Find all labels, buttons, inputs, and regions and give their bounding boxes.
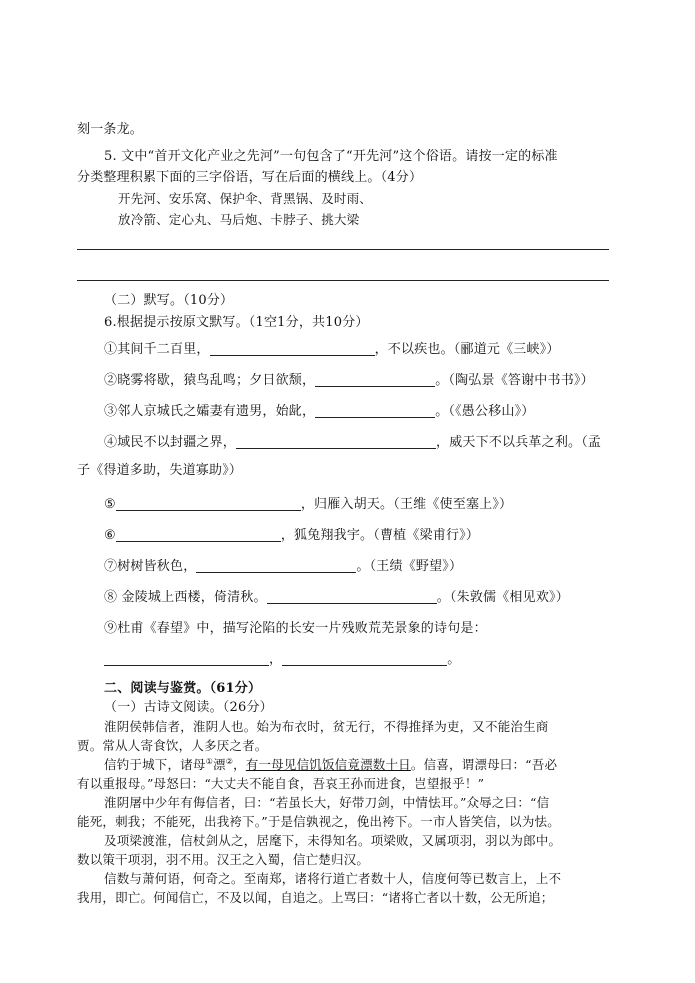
passage-line: 贾。常从人寄食饮，人多厌之者。 [77, 738, 268, 753]
answer-line[interactable] [77, 249, 609, 250]
blank[interactable] [104, 651, 269, 666]
dictation-item-1: ①其间千二百里， ，不以疾也。（郦道元《三峡》） [104, 342, 560, 357]
answer-line[interactable] [77, 280, 609, 281]
dictation-item-3: ③邻人京城氏之孀妻有遗男，始龀， 。（《愚公移山》） [104, 404, 535, 419]
passage-line: 数以策干项羽，羽不用。汉王之入蜀，信亡楚归汉。 [77, 852, 370, 867]
idiom-list-line: 开先河、安乐窝、保护伞、背黑锅、及时雨、 [118, 191, 373, 206]
text-line: 刻一条龙。 [77, 122, 144, 137]
dictation-item-4: ④域民不以封疆之界， ，威天下不以兵革之利。（孟 [104, 435, 602, 450]
subsection-heading: （一）古诗文阅读。（26分） [104, 700, 273, 715]
blank[interactable] [267, 589, 437, 604]
blank[interactable] [315, 403, 435, 418]
text-line: 分类整理积累下面的三字俗语，写在后面的横线上。（4分） [77, 170, 423, 185]
dictation-item-5: ⑤ ，归雁入胡天。（王维《使至塞上》） [104, 497, 513, 512]
passage-line: 及项梁渡淮，信杖剑从之，居麾下，未得知名。项梁败，又属项羽，羽以为郎中。 [104, 833, 562, 848]
passage-line: 信数与萧何语，何奇之。至南郑，诸将行道亡者数十人，信度何等已数言上，上不 [104, 871, 562, 886]
blank[interactable] [236, 434, 436, 449]
passage-line: 淮阴侯韩信者，淮阴人也。始为布衣时，贫无行，不得推择为吏，又不能治生商 [104, 719, 549, 734]
question-6: 6.根据提示按原文默写。（1空1分，共10分） [104, 315, 369, 330]
dictation-item-6: ⑥ ，狐兔翔我宇。（曹植《梁甫行》） [104, 528, 480, 543]
passage-line: 有以重报母。”母怒曰：“大丈夫不能自食，吾哀王孙而进食，岂望报乎！” [77, 776, 485, 791]
dictation-item-2: ②晓雾将歇，猿鸟乱鸣；夕日欲颓， 。（陶弘景《答谢中书书》） [104, 373, 594, 388]
footnote-marker: ① [205, 756, 213, 766]
dictation-item-9: ⑨杜甫《春望》中，描写沦陷的长安一片残败荒芜景象的诗句是： [104, 621, 487, 636]
dictation-item-8: ⑧ 金陵城上西楼，倚清秋。 。（朱敦儒《相见欢》） [104, 590, 569, 605]
blank[interactable] [196, 558, 356, 573]
section-heading-dictation: （二）默写。（10分） [104, 293, 234, 308]
section-heading-reading: 二、阅读与鉴赏。（61分） [104, 681, 262, 696]
dictation-item-7: ⑦树树皆秋色， 。（王绩《野望》） [104, 559, 463, 574]
passage-line: 信钓于城下，诸母①漂②，有一母见信饥饭信竟漂数十日。信喜，谓漂母曰：“吾必 [104, 756, 558, 772]
blank[interactable] [116, 496, 301, 511]
dictation-item-4-cont: 子《得道多助，失道寡助》） [77, 463, 243, 478]
underlined-sentence: 有一母见信饥饭信竟漂数十日 [245, 757, 411, 772]
idiom-list-line: 放冷箭、定心丸、马后炮、卡脖子、挑大梁 [118, 212, 360, 227]
blank[interactable] [282, 651, 447, 666]
passage-line: 我用，即亡。何闻信亡，不及以闻，自追之。上骂曰：“诸将亡者以十数，公无所追； [77, 890, 554, 905]
blank[interactable] [116, 527, 281, 542]
dictation-item-9-answer: ， 。 [104, 651, 460, 669]
passage-line: 能死，刺我；不能死，出我袴下。”于是信孰视之，俛出袴下。一市人皆笑信，以为怯。 [77, 814, 560, 829]
question-5: 5. 文中“首开文化产业之先河”一句包含了“开先河”这个俗语。请按一定的标准 [104, 149, 558, 164]
blank[interactable] [315, 372, 435, 387]
footnote-marker: ② [225, 756, 234, 766]
passage-line: 淮阴屠中少年有侮信者，曰：“若虽长大，好带刀剑，中情怯耳。”众辱之曰：“信 [104, 795, 550, 810]
blank[interactable] [210, 341, 375, 356]
